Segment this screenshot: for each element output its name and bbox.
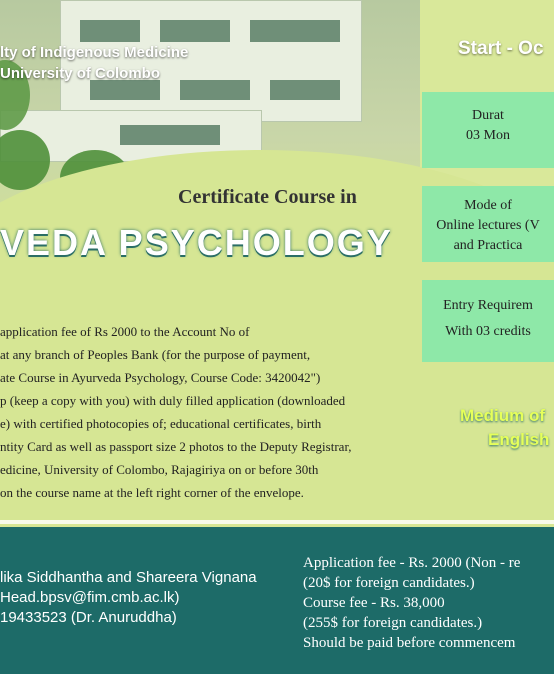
contact-info (0, 568, 257, 628)
instruction-line: on the course name at the left right corner of the envelope. (0, 485, 304, 500)
mode-label: Mode of (464, 198, 512, 213)
duration-label: Durat (472, 108, 504, 123)
application-instructions (0, 320, 352, 504)
building-window (250, 20, 340, 42)
university-line: University of Colombo (0, 65, 161, 82)
entry-label: Entry Requirem (443, 298, 533, 313)
duration-box (422, 92, 554, 168)
course-fee: Course fee - Rs. 38,000 (303, 595, 445, 611)
payment-note: Should be paid before commencem (303, 635, 516, 651)
building-window (80, 20, 140, 42)
building-window (180, 80, 250, 100)
instruction-line: ntity Card as well as passport size 2 photos to the Deputy Registrar, (0, 439, 352, 454)
mode-box (422, 186, 554, 262)
instruction-line: application fee of Rs 2000 to the Account No of (0, 324, 250, 339)
certificate-heading: Certificate Course in (178, 186, 357, 208)
medium-value: English (488, 430, 550, 449)
instruction-line: edicine, University of Colombo, Rajagiriya on or before 30th (0, 462, 319, 477)
medium-label: Medium of (460, 406, 545, 425)
duration-value: 03 Mon (466, 128, 510, 143)
instruction-line: e) with certified photocopies of; educational certificates, birth (0, 416, 322, 431)
contact-email[interactable]: Head.bpsv@fim.cmb.ac.lk) (0, 589, 180, 606)
instruction-line: at any branch of Peoples Bank (for the purpose of payment, (0, 347, 311, 362)
faculty-name (0, 42, 188, 84)
fee-info (303, 553, 520, 653)
course-fee-foreign: (255$ for foreign candidates.) (303, 615, 483, 631)
application-fee-foreign: (20$ for foreign candidates.) (303, 575, 475, 591)
instruction-line: ate Course in Ayurveda Psychology, Course Code: 3420042") (0, 370, 321, 385)
building-window (120, 125, 220, 145)
contact-department: lika Siddhantha and Shareera Vignana (0, 569, 257, 586)
faculty-line-1: lty of Indigenous Medicine (0, 44, 189, 61)
application-fee: Application fee - Rs. 2000 (Non - re (303, 555, 521, 571)
instruction-line: p (keep a copy with you) with duly filled application (downloaded (0, 393, 346, 408)
footer-divider (0, 520, 554, 524)
course-title: VEDA PSYCHOLOGY (0, 222, 393, 263)
start-date: Start - Oc (458, 38, 544, 59)
entry-value: With 03 credits (445, 324, 531, 339)
medium-of-instruction (460, 404, 549, 452)
contact-phone: 19433523 (Dr. Anuruddha) (0, 609, 177, 626)
mode-line-1: Online lectures (V (436, 218, 540, 233)
building-window (160, 20, 230, 42)
mode-line-2: and Practica (453, 238, 523, 253)
building-window (270, 80, 340, 100)
entry-box (422, 280, 554, 362)
